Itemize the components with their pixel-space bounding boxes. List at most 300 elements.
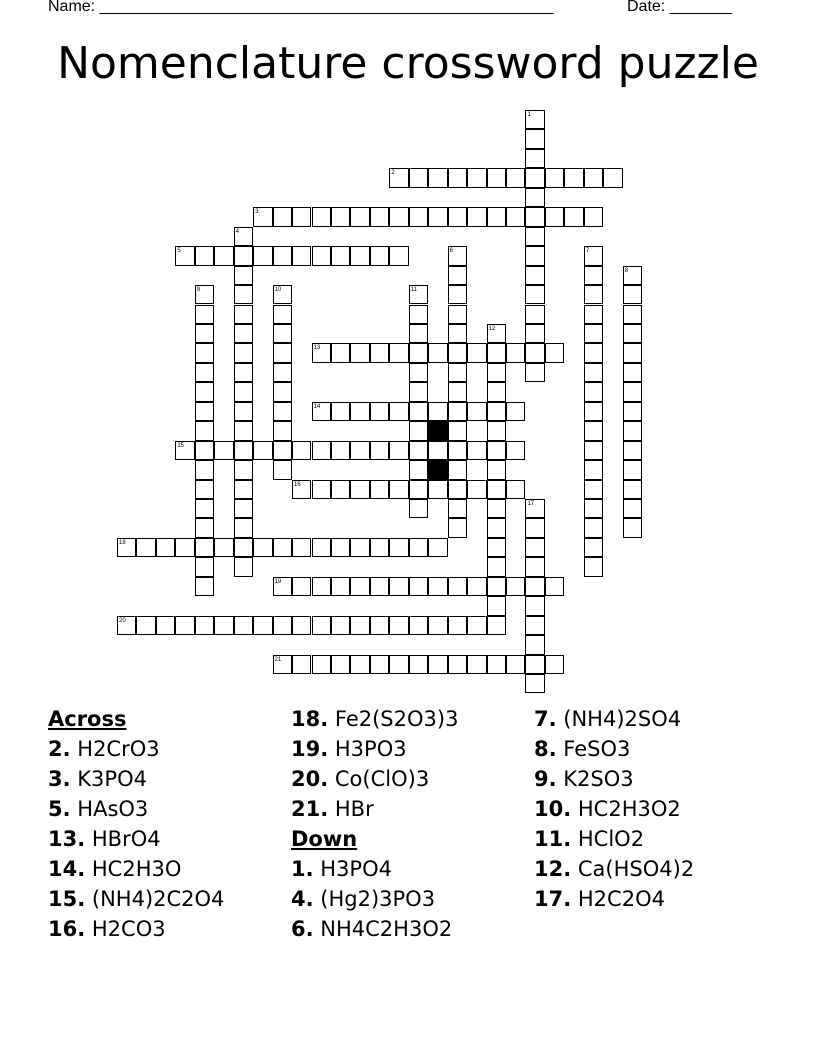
grid-cell[interactable]: [273, 441, 292, 460]
grid-cell[interactable]: [525, 518, 544, 537]
grid-cell[interactable]: [623, 343, 642, 362]
grid-cell[interactable]: [584, 285, 603, 304]
grid-cell[interactable]: [350, 480, 369, 499]
grid-cell[interactable]: [448, 343, 467, 362]
grid-cell[interactable]: [448, 577, 467, 596]
cell-number: 21: [274, 656, 282, 663]
grid-cell[interactable]: [487, 499, 506, 518]
grid-cell[interactable]: [525, 538, 544, 557]
grid-cell[interactable]: [525, 188, 544, 207]
grid-cell[interactable]: [331, 577, 350, 596]
grid-cell[interactable]: [331, 538, 350, 557]
clue-column-2: [291, 704, 458, 944]
grid-cell[interactable]: [467, 441, 486, 460]
grid-cell[interactable]: [214, 246, 233, 265]
grid-cell[interactable]: [370, 246, 389, 265]
cell-number: 1: [527, 112, 531, 118]
clue-item: 6. NH4C2H3O2: [291, 917, 453, 941]
grid-cell[interactable]: [448, 168, 467, 187]
grid-cell[interactable]: [136, 538, 155, 557]
grid-cell[interactable]: [312, 577, 331, 596]
grid-cell[interactable]: [428, 168, 447, 187]
grid-cell[interactable]: [428, 480, 447, 499]
grid-cell[interactable]: [467, 168, 486, 187]
grid-cell[interactable]: [506, 480, 525, 499]
page-title: Nomenclature crossword puzzle: [57, 38, 759, 89]
grid-cell[interactable]: [253, 538, 272, 557]
clue-item: 13. HBrO4: [48, 827, 161, 851]
grid-cell[interactable]: [467, 616, 486, 635]
grid-cell[interactable]: [409, 577, 428, 596]
grid-cell[interactable]: [487, 538, 506, 557]
grid-cell[interactable]: [487, 577, 506, 596]
clue-item: 8. FeSO3: [534, 737, 631, 761]
grid-cell[interactable]: [234, 402, 253, 421]
grid-cell[interactable]: [253, 616, 272, 635]
grid-cell[interactable]: [409, 499, 428, 518]
grid-cell[interactable]: [428, 207, 447, 226]
grid-cell[interactable]: [234, 480, 253, 499]
cell-number: 11: [410, 287, 417, 294]
grid-cell[interactable]: [584, 207, 603, 226]
grid-cell[interactable]: [448, 207, 467, 226]
grid-cell[interactable]: [370, 343, 389, 362]
cell-number: 3: [255, 209, 259, 216]
grid-cell[interactable]: [331, 616, 350, 635]
grid-cell[interactable]: [448, 441, 467, 460]
grid-cell[interactable]: [389, 616, 408, 635]
date-field: Date: _______: [627, 0, 732, 15]
grid-cell[interactable]: [331, 343, 350, 362]
grid-cell[interactable]: [487, 596, 506, 615]
grid-cell[interactable]: [389, 246, 408, 265]
grid-cell[interactable]: [525, 635, 544, 654]
grid-cell[interactable]: [409, 441, 428, 460]
grid-cell[interactable]: [487, 421, 506, 440]
grid-cell[interactable]: [234, 266, 253, 285]
grid-cell[interactable]: [487, 343, 506, 362]
grid-cell[interactable]: [195, 421, 214, 440]
grid-cell[interactable]: [487, 480, 506, 499]
grid-cell[interactable]: [273, 402, 292, 421]
grid-cell[interactable]: [292, 655, 311, 674]
grid-cell[interactable]: [370, 402, 389, 421]
cell-number: 2: [391, 170, 395, 177]
clue-item: 21. HBr: [291, 797, 374, 821]
grid-cell[interactable]: [234, 421, 253, 440]
grid-cell[interactable]: [545, 168, 564, 187]
grid-cell[interactable]: [136, 616, 155, 635]
grid-cell[interactable]: [273, 324, 292, 343]
grid-cell[interactable]: [156, 616, 175, 635]
grid-cell[interactable]: [584, 480, 603, 499]
cell-number: 8: [624, 267, 629, 274]
grid-cell[interactable]: [175, 538, 194, 557]
grid-cell[interactable]: [409, 324, 428, 343]
grid-cell[interactable]: [467, 577, 486, 596]
grid-cell[interactable]: [525, 674, 544, 693]
grid-cell[interactable]: [623, 499, 642, 518]
grid-cell[interactable]: [234, 616, 253, 635]
grid-cell[interactable]: [487, 207, 506, 226]
grid-cell[interactable]: [312, 480, 331, 499]
grid-cell[interactable]: [448, 382, 467, 401]
grid-cell[interactable]: [350, 402, 369, 421]
clue-item: 14. HC2H3O: [48, 857, 182, 881]
across-heading: Across: [48, 707, 127, 731]
grid-cell[interactable]: [312, 538, 331, 557]
grid-cell[interactable]: [234, 441, 253, 460]
grid-cell[interactable]: [350, 246, 369, 265]
grid-cell[interactable]: [214, 538, 233, 557]
grid-cell[interactable]: [195, 363, 214, 382]
grid-cell[interactable]: [564, 168, 583, 187]
grid-cell[interactable]: [195, 538, 214, 557]
grid-cell[interactable]: [409, 655, 428, 674]
grid-cell[interactable]: [234, 305, 253, 324]
grid-cell[interactable]: [448, 616, 467, 635]
grid-cell[interactable]: [214, 441, 233, 460]
grid-cell[interactable]: [156, 538, 175, 557]
grid-cell[interactable]: [370, 480, 389, 499]
grid-cell[interactable]: [409, 382, 428, 401]
grid-cell[interactable]: [487, 655, 506, 674]
cell-number: 12: [488, 325, 496, 332]
grid-cell[interactable]: [292, 441, 311, 460]
grid-cell[interactable]: [584, 518, 603, 537]
grid-cell[interactable]: [389, 343, 408, 362]
grid-cell[interactable]: [195, 402, 214, 421]
grid-cell[interactable]: [273, 246, 292, 265]
grid-cell[interactable]: [350, 577, 369, 596]
grid-cell[interactable]: [312, 616, 331, 635]
grid-cell[interactable]: [292, 207, 311, 226]
grid-cell[interactable]: [273, 538, 292, 557]
grid-cell[interactable]: [331, 441, 350, 460]
grid-cell[interactable]: [623, 518, 642, 537]
grid-cell[interactable]: [467, 343, 486, 362]
grid-cell[interactable]: [409, 421, 428, 440]
grid-cell[interactable]: [234, 499, 253, 518]
grid-cell[interactable]: [273, 460, 292, 479]
grid-cell[interactable]: [350, 441, 369, 460]
grid-cell[interactable]: [370, 207, 389, 226]
grid-cell[interactable]: [389, 655, 408, 674]
grid-cell[interactable]: [428, 538, 447, 557]
clue-item: 3. K3PO4: [48, 767, 147, 791]
grid-cell[interactable]: [525, 577, 544, 596]
grid-cell[interactable]: [331, 207, 350, 226]
grid-cell[interactable]: [448, 518, 467, 537]
grid-cell[interactable]: [487, 557, 506, 576]
grid-cell[interactable]: [506, 441, 525, 460]
clue-item: 18. Fe2(S2O3)3: [291, 707, 459, 731]
grid-cell[interactable]: [506, 168, 525, 187]
grid-cell[interactable]: [506, 402, 525, 421]
grid-cell[interactable]: [409, 538, 428, 557]
grid-cell[interactable]: [195, 246, 214, 265]
grid-cell[interactable]: [409, 460, 428, 479]
grid-cell[interactable]: [623, 285, 642, 304]
grid-cell[interactable]: [623, 324, 642, 343]
grid-cell[interactable]: [584, 557, 603, 576]
grid-cell[interactable]: [584, 305, 603, 324]
cell-number: 19: [274, 578, 282, 585]
grid-cell[interactable]: [467, 402, 486, 421]
clue-item: 7. (NH4)2SO4: [534, 707, 682, 731]
grid-cell[interactable]: [525, 596, 544, 615]
grid-cell[interactable]: [331, 480, 350, 499]
grid-cell[interactable]: [234, 382, 253, 401]
grid-cell[interactable]: [292, 616, 311, 635]
clue-item: 11. HClO2: [534, 827, 645, 851]
grid-cell[interactable]: [350, 207, 369, 226]
grid-cell[interactable]: [273, 421, 292, 440]
grid-cell[interactable]: [448, 499, 467, 518]
grid-cell[interactable]: [234, 518, 253, 537]
grid-cell[interactable]: [487, 460, 506, 479]
grid-cell[interactable]: [428, 402, 447, 421]
clue-item: 20. Co(ClO)3: [291, 767, 430, 791]
grid-cell[interactable]: [487, 168, 506, 187]
grid-cell[interactable]: [525, 266, 544, 285]
grid-cell[interactable]: [409, 168, 428, 187]
grid-cell[interactable]: [195, 557, 214, 576]
grid-cell[interactable]: [467, 207, 486, 226]
grid-cell[interactable]: [487, 616, 506, 635]
grid-cell[interactable]: [389, 538, 408, 557]
grid-cell[interactable]: [525, 246, 544, 265]
grid-cell[interactable]: [448, 305, 467, 324]
grid-cell[interactable]: [195, 343, 214, 362]
grid-cell[interactable]: [506, 343, 525, 362]
clue-column-3: [534, 704, 694, 914]
grid-cell[interactable]: [584, 441, 603, 460]
grid-cell[interactable]: [487, 363, 506, 382]
grid-cell[interactable]: [584, 266, 603, 285]
grid-cell[interactable]: [350, 655, 369, 674]
grid-cell[interactable]: [312, 655, 331, 674]
grid-cell[interactable]: [389, 402, 408, 421]
grid-cell[interactable]: [525, 655, 544, 674]
clue-item: 10. HC2H3O2: [534, 797, 681, 821]
grid-cell[interactable]: [370, 655, 389, 674]
grid-cell[interactable]: [370, 616, 389, 635]
grid-cell[interactable]: [312, 246, 331, 265]
grid-cell[interactable]: [584, 402, 603, 421]
clue-item: 16. H2CO3: [48, 917, 166, 941]
grid-cell[interactable]: [448, 480, 467, 499]
grid-cell[interactable]: [448, 460, 467, 479]
grid-cell[interactable]: [584, 343, 603, 362]
grid-cell[interactable]: [195, 499, 214, 518]
grid-cell[interactable]: [253, 441, 272, 460]
grid-cell[interactable]: [195, 460, 214, 479]
grid-cell[interactable]: [312, 441, 331, 460]
black-cell: [428, 421, 447, 440]
grid-cell[interactable]: [525, 227, 544, 246]
clue-item: 5. HAsO3: [48, 797, 149, 821]
grid-cell[interactable]: [292, 577, 311, 596]
grid-cell[interactable]: [195, 441, 214, 460]
clue-column-1: [48, 704, 224, 944]
grid-cell[interactable]: [623, 441, 642, 460]
grid-cell[interactable]: [487, 402, 506, 421]
grid-cell[interactable]: [175, 616, 194, 635]
grid-cell[interactable]: [506, 207, 525, 226]
grid-cell[interactable]: [195, 577, 214, 596]
cell-number: 14: [313, 403, 321, 410]
cell-number: 18: [119, 539, 126, 546]
grid-cell[interactable]: [584, 421, 603, 440]
grid-cell[interactable]: [584, 538, 603, 557]
grid-cell[interactable]: [312, 207, 331, 226]
grid-cell[interactable]: [409, 305, 428, 324]
clue-item: 2. H2CrO3: [48, 737, 160, 761]
grid-cell[interactable]: [292, 538, 311, 557]
grid-cell[interactable]: [234, 285, 253, 304]
grid-cell[interactable]: [273, 616, 292, 635]
grid-cell[interactable]: [448, 655, 467, 674]
grid-cell[interactable]: [525, 305, 544, 324]
grid-cell[interactable]: [448, 285, 467, 304]
cell-number: 20: [119, 617, 126, 624]
grid-cell[interactable]: [195, 324, 214, 343]
grid-cell[interactable]: [273, 382, 292, 401]
grid-cell[interactable]: [525, 207, 544, 226]
cell-number: 10: [274, 287, 282, 294]
grid-cell[interactable]: [409, 480, 428, 499]
grid-cell[interactable]: [448, 421, 467, 440]
cell-number: 5: [177, 248, 181, 255]
grid-cell[interactable]: [428, 441, 447, 460]
grid-cell[interactable]: [273, 343, 292, 362]
grid-cell[interactable]: [370, 441, 389, 460]
grid-cell[interactable]: [195, 305, 214, 324]
grid-cell[interactable]: [389, 207, 408, 226]
grid-cell[interactable]: [584, 382, 603, 401]
grid-cell[interactable]: [545, 343, 564, 362]
grid-cell[interactable]: [350, 616, 369, 635]
grid-cell[interactable]: [545, 207, 564, 226]
grid-cell[interactable]: [195, 518, 214, 537]
grid-cell[interactable]: [195, 616, 214, 635]
clue-item: 9. K2SO3: [534, 767, 634, 791]
grid-cell[interactable]: [623, 460, 642, 479]
grid-cell[interactable]: [545, 577, 564, 596]
grid-cell[interactable]: [331, 402, 350, 421]
grid-cell[interactable]: [506, 577, 525, 596]
grid-cell[interactable]: [234, 538, 253, 557]
grid-cell[interactable]: [409, 343, 428, 362]
grid-cell[interactable]: [623, 480, 642, 499]
grid-cell[interactable]: [428, 655, 447, 674]
grid-cell[interactable]: [525, 324, 544, 343]
grid-cell[interactable]: [234, 324, 253, 343]
grid-cell[interactable]: [525, 616, 544, 635]
grid-cell[interactable]: [506, 655, 525, 674]
clue-item: 1. H3PO4: [291, 857, 392, 881]
grid-cell[interactable]: [584, 168, 603, 187]
grid-cell[interactable]: [195, 382, 214, 401]
grid-cell[interactable]: [525, 557, 544, 576]
grid-cell[interactable]: [467, 480, 486, 499]
grid-cell[interactable]: [603, 168, 622, 187]
grid-cell[interactable]: [214, 616, 233, 635]
grid-cell[interactable]: [350, 538, 369, 557]
grid-cell[interactable]: [273, 305, 292, 324]
grid-cell[interactable]: [623, 421, 642, 440]
grid-cell[interactable]: [273, 207, 292, 226]
grid-cell[interactable]: [292, 246, 311, 265]
grid-cell[interactable]: [525, 129, 544, 148]
grid-cell[interactable]: [487, 382, 506, 401]
grid-cell[interactable]: [253, 246, 272, 265]
grid-cell[interactable]: [370, 538, 389, 557]
grid-cell[interactable]: [623, 402, 642, 421]
cell-number: 9: [196, 287, 201, 294]
grid-cell[interactable]: [525, 149, 544, 168]
grid-cell[interactable]: [487, 518, 506, 537]
grid-cell[interactable]: [525, 168, 544, 187]
grid-cell[interactable]: [428, 616, 447, 635]
grid-cell[interactable]: [370, 577, 389, 596]
grid-cell[interactable]: [623, 363, 642, 382]
grid-cell[interactable]: [409, 616, 428, 635]
grid-cell[interactable]: [234, 460, 253, 479]
grid-cell[interactable]: [409, 207, 428, 226]
grid-cell[interactable]: [623, 382, 642, 401]
grid-cell[interactable]: [234, 363, 253, 382]
grid-cell[interactable]: [234, 557, 253, 576]
grid-cell[interactable]: [525, 343, 544, 362]
grid-cell[interactable]: [409, 363, 428, 382]
grid-cell[interactable]: [389, 480, 408, 499]
grid-cell[interactable]: [428, 577, 447, 596]
grid-cell[interactable]: [331, 655, 350, 674]
grid-cell[interactable]: [584, 460, 603, 479]
grid-cell[interactable]: [525, 363, 544, 382]
grid-cell[interactable]: [195, 480, 214, 499]
grid-cell[interactable]: [409, 402, 428, 421]
grid-cell[interactable]: [350, 343, 369, 362]
grid-cell[interactable]: [448, 324, 467, 343]
grid-cell[interactable]: [564, 207, 583, 226]
grid-cell[interactable]: [448, 266, 467, 285]
grid-cell[interactable]: [389, 441, 408, 460]
grid-cell[interactable]: [273, 363, 292, 382]
grid-cell[interactable]: [428, 343, 447, 362]
grid-cell[interactable]: [448, 363, 467, 382]
grid-cell[interactable]: [584, 324, 603, 343]
clue-item: 15. (NH4)2C2O4: [48, 887, 225, 911]
grid-cell[interactable]: [389, 577, 408, 596]
cell-number: 15: [177, 442, 185, 449]
grid-cell[interactable]: [545, 655, 564, 674]
grid-cell[interactable]: [584, 363, 603, 382]
grid-cell[interactable]: [584, 499, 603, 518]
grid-cell[interactable]: [331, 246, 350, 265]
grid-cell[interactable]: [487, 441, 506, 460]
clue-item: 12. Ca(HSO4)2: [534, 857, 695, 881]
name-field: Name: ___________________________________________________: [48, 0, 554, 15]
grid-cell[interactable]: [525, 285, 544, 304]
grid-cell[interactable]: [623, 305, 642, 324]
grid-cell[interactable]: [448, 402, 467, 421]
grid-cell[interactable]: [467, 655, 486, 674]
grid-cell[interactable]: [234, 246, 253, 265]
grid-cell[interactable]: [234, 343, 253, 362]
